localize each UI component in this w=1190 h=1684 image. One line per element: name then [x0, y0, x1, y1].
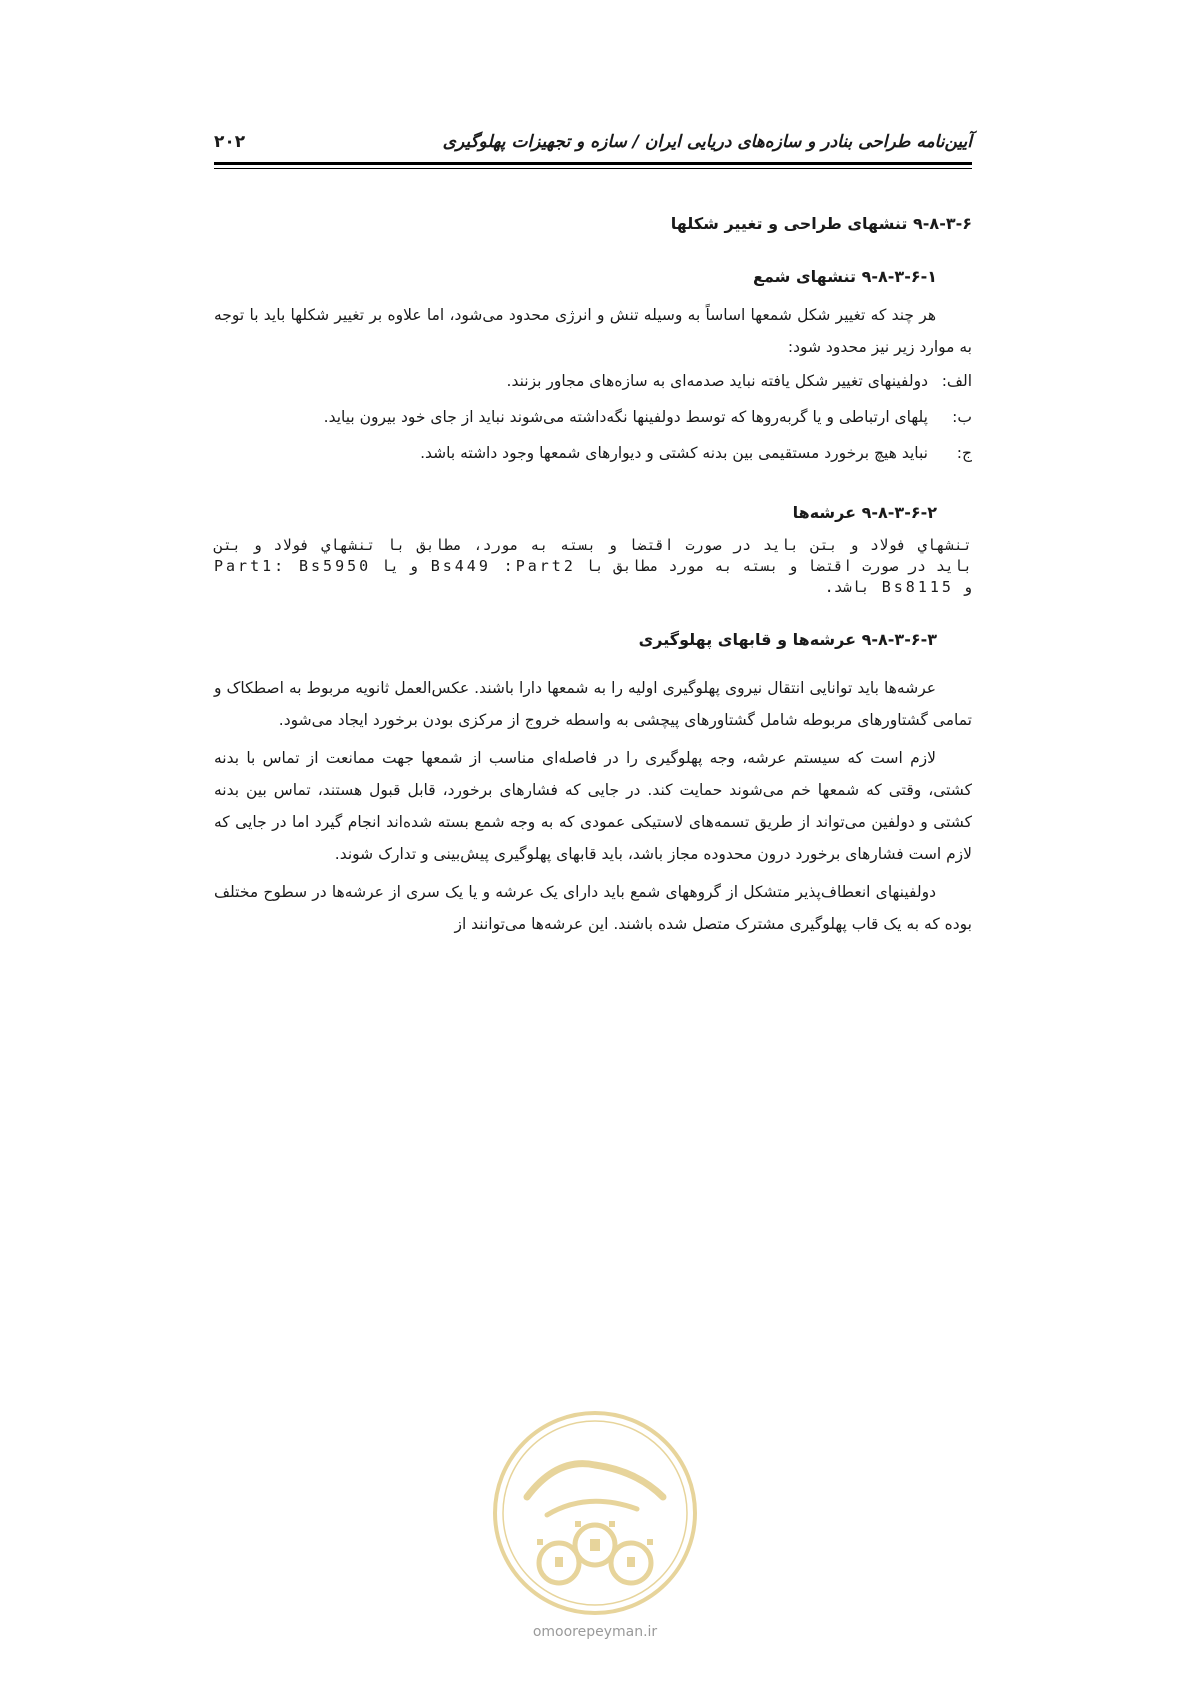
- header-rule-thin: [214, 168, 972, 169]
- list-label: ب:: [952, 408, 972, 426]
- list-label: ج:: [956, 444, 972, 462]
- running-title: آیین‌نامه طراحی بنادر و سازه‌های دریایی ایران / سازه و تجهیزات پهلوگیری: [442, 132, 972, 152]
- section-heading-6-3: ۹-۸-۳-۶-۳ عرشه‌ها و قابهای پهلوگیری: [638, 630, 937, 649]
- header-rule: [214, 162, 972, 165]
- section-heading-6-1: ۹-۸-۳-۶-۱ تنشهای شمع: [753, 267, 937, 286]
- page-number: ۲۰۲: [214, 132, 246, 152]
- section-heading-6-2: ۹-۸-۳-۶-۲ عرشه‌ها: [792, 503, 937, 522]
- body-content: [214, 212, 972, 940]
- watermark-url: omoorepeyman.ir: [532, 1624, 658, 1640]
- list-text: دولفینهای تغییر شکل یافته نباید صدمه‌ای به سازه‌های مجاور بزنند.: [506, 372, 928, 390]
- list-item: [214, 399, 972, 435]
- running-header: [214, 132, 972, 158]
- list-text: پلهای ارتباطی و یا گربه‌روها که توسط دولفینها نگه‌داشته می‌شوند نباید از جای خود بیرون بیاید.: [323, 408, 928, 426]
- list-text: نباید هیچ برخورد مستقیمی بین بدنه کشتی و دیوارهای شمعها وجود داشته باشد.: [420, 444, 928, 462]
- paragraph-flexible-dolphins: دولفینهای انعطاف‌پذیر متشکل از گروههای شمع باید دارای یک عرشه و یا یک سری از عرشه‌ها در سطوح مختلف بوده که به یک قاب پهلوگیری مشترک متصل شده باشند. این عرشه‌ها می‌توانند از: [214, 883, 972, 933]
- paragraph-pile-stresses: هر چند که تغییر شکل شمعها اساساً به وسیله تنش و انرژی محدود می‌شود، اما علاوه بر تغییر شکلها باید با توجه به موارد زیر نیز محدود شود:: [214, 306, 972, 356]
- section-heading-6: ۹-۸-۳-۶ تنشهای طراحی و تغییر شکلها: [670, 214, 972, 233]
- paragraph-decks-standards: تنشهاي فولاد و بتن بايد در صورت اقتضا و بسته به مورد، مطابق با تنشهاي فولاد و بتن بايد در صورت اقتضا و بسته به مورد مطابق با Bs449 :Part2 و يا Part1: Bs5950 و Bs8115 باشد.: [214, 536, 972, 596]
- list-item: [214, 435, 972, 471]
- list-item: [214, 363, 972, 399]
- watermark-logo: [487, 1405, 703, 1621]
- paragraph-deck-system: لازم است که سیستم عرشه، وجه پهلوگیری را در فاصله‌ای مناسب از شمعها جهت ممانعت از تماس با بدنه کشتی، وقتی که شمعها خم می‌شوند حمایت کند. در جایی که فشارهای برخورد، قابل قبول هستند، تماس بین بدنه کشتی و دولفین می‌تواند از طریق تسمه‌های لاستیکی عمودی که به وجه شمع بسته شده‌اند انجام گیرد اما در جایی که لازم است فشارهای برخورد درون محدوده مجاز باشد، باید قابهای پهلوگیری پیش‌بینی و تدارک شوند.: [214, 749, 972, 863]
- list-label: الف:: [941, 372, 972, 390]
- paragraph-deck-forces: عرشه‌ها باید توانایی انتقال نیروی پهلوگیری اولیه را به شمعها دارا باشند. عکس‌العمل ثانویه مربوط به اصطکاک و تمامی گشتاورهای مربوطه شامل گشتاورهای پیچشی به واسطه خروج از مرکزی بودن برخورد ایجاد می‌شود.: [214, 679, 972, 729]
